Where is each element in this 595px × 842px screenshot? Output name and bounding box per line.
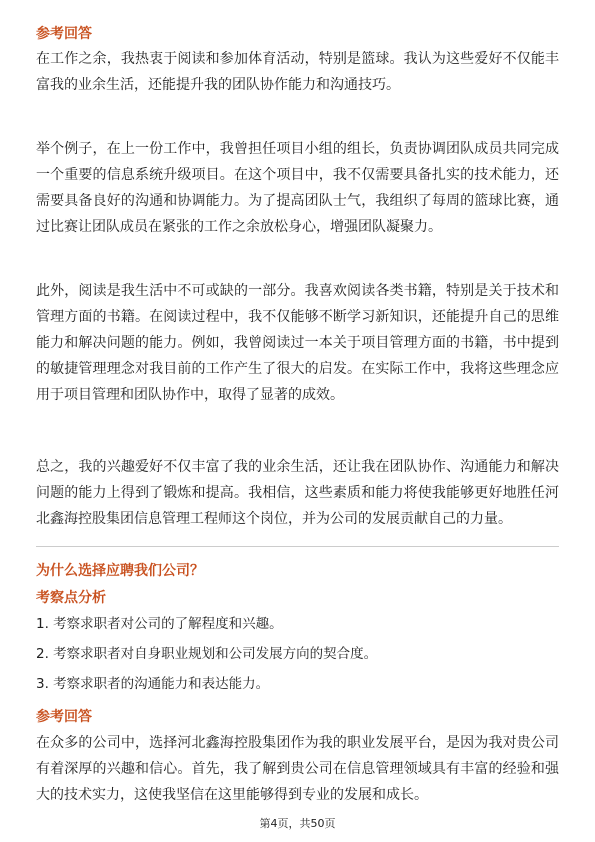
- question-heading: 为什么选择应聘我们公司？: [36, 563, 204, 579]
- section-divider: [36, 546, 559, 547]
- answer-heading-2: 参考回答: [36, 709, 92, 725]
- analysis-heading: 考察点分析: [36, 590, 106, 606]
- answer-paragraph-1: 在工作之余，我热衷于阅读和参加体育活动，特别是篮球。我认为这些爱好不仅能丰富我的业余生活，还能提升我的团队协作能力和沟通技巧。: [36, 51, 559, 93]
- answer-paragraph-3: 此外，阅读是我生活中不可或缺的一部分。我喜欢阅读各类书籍，特别是关于技术和管理方面的书籍。在阅读过程中，我不仅能够不断学习新知识，还能提升自己的思维能力和解决问题的能力。例如，我曾阅读过一本关于项目管理方面的书籍，书中提到的敏捷管理理念对我目前的工作产生了很大的启发。在实际工作中，我将这些理念应用于项目管理和团队协作中，取得了显著的成效。: [36, 283, 559, 403]
- answer-paragraph-2: 举个例子，在上一份工作中，我曾担任项目小组的组长，负责协调团队成员共同完成一个重要的信息系统升级项目。在这个项目中，我不仅需要具备扎实的技术能力，还需要具备良好的沟通和协调能力。为了提高团队士气，我组织了每周的篮球比赛，通过比赛让团队成员在紧张的工作之余放松身心，增强团队凝聚力。: [36, 141, 559, 235]
- answer-paragraph-5: 在众多的公司中，选择河北鑫海控股集团作为我的职业发展平台，是因为我对贵公司有着深厚的兴趣和信心。首先，我了解到贵公司在信息管理领域具有丰富的经验和强大的技术实力，这使我坚信在这里能够得到专业的发展和成长。: [36, 735, 559, 803]
- answer-heading: 参考回答: [36, 26, 92, 42]
- answer-paragraph-4: 总之，我的兴趣爱好不仅丰富了我的业余生活，还让我在团队协作、沟通能力和解决问题的能力上得到了锻炼和提高。我相信，这些素质和能力将使我能够更好地胜任河北鑫海控股集团信息管理工程师这个岗位，并为公司的发展贡献自己的力量。: [36, 459, 559, 527]
- analysis-point-1: 1. 考察求职者对公司的了解程度和兴趣。: [36, 616, 283, 632]
- analysis-point-2: 2. 考察求职者对自身职业规划和公司发展方向的契合度。: [36, 646, 378, 662]
- analysis-point-3: 3. 考察求职者的沟通能力和表达能力。: [36, 676, 270, 692]
- page-number: 第4页，共50页: [259, 817, 336, 830]
